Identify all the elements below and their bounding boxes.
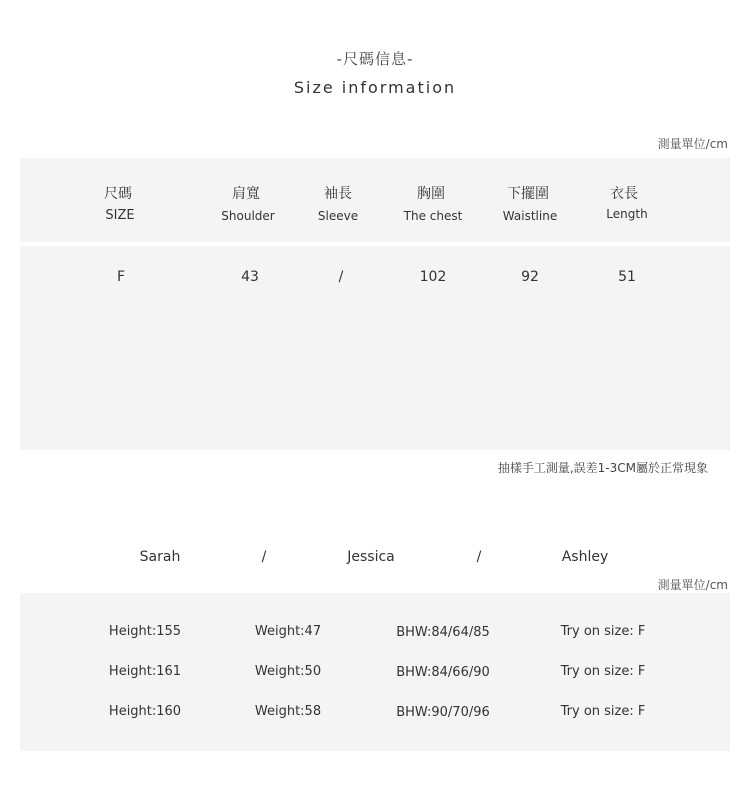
- model-name-ashley: Ashley: [561, 549, 609, 565]
- model-weight: Weight:50: [254, 664, 322, 679]
- model-bhw: BHW:84/64/85: [396, 625, 490, 640]
- model-separator: /: [261, 549, 267, 565]
- measurement-note: 抽樣手工測量,誤差1-3CM屬於正常現象: [497, 461, 708, 475]
- model-name-sarah: Sarah: [139, 549, 181, 565]
- unit-label: 測量單位/cm: [657, 137, 728, 151]
- model-bhw: BHW:90/70/96: [396, 705, 490, 720]
- model-try-on-size: Try on size: F: [560, 664, 646, 679]
- model-try-on-size: Try on size: F: [560, 624, 646, 639]
- model-name-jessica: Jessica: [347, 549, 395, 565]
- model-height: Height:155: [108, 624, 182, 639]
- title-english: Size information: [293, 78, 457, 97]
- model-height: Height:161: [108, 664, 182, 679]
- unit-label-models: 測量單位/cm: [657, 578, 728, 592]
- model-try-on-size: Try on size: F: [560, 704, 646, 719]
- column-header-shoulder-cn: 肩寬: [232, 186, 260, 202]
- waistline-cell: 92: [521, 269, 539, 285]
- model-separator: /: [476, 549, 482, 565]
- column-header-sleeve-cn: 袖長: [324, 186, 352, 202]
- model-bhw: BHW:84/66/90: [396, 665, 490, 680]
- column-header-waistline-en: Waistline: [502, 209, 558, 223]
- title-chinese: -尺碼信息-: [336, 50, 414, 68]
- chest-cell: 102: [419, 269, 447, 285]
- column-header-shoulder-en: Shoulder: [221, 209, 275, 223]
- model-weight: Weight:47: [254, 624, 322, 639]
- column-header-length-cn: 衣長: [610, 186, 638, 202]
- length-cell: 51: [618, 269, 636, 285]
- column-header-sleeve-en: Sleeve: [317, 209, 359, 223]
- column-header-length-en: Length: [606, 207, 648, 221]
- model-weight: Weight:58: [254, 704, 322, 719]
- column-header-waistline-cn: 下擺圍: [507, 186, 549, 202]
- column-header-chest-cn: 胸圍: [417, 186, 445, 202]
- size-cell: F: [116, 269, 126, 285]
- column-header-chest-en: The chest: [403, 209, 463, 223]
- column-header-size-en: SIZE: [105, 208, 135, 223]
- shoulder-cell: 43: [241, 269, 259, 285]
- column-header-size-cn: 尺碼: [104, 186, 132, 202]
- model-height: Height:160: [108, 704, 182, 719]
- sleeve-cell: /: [338, 269, 344, 285]
